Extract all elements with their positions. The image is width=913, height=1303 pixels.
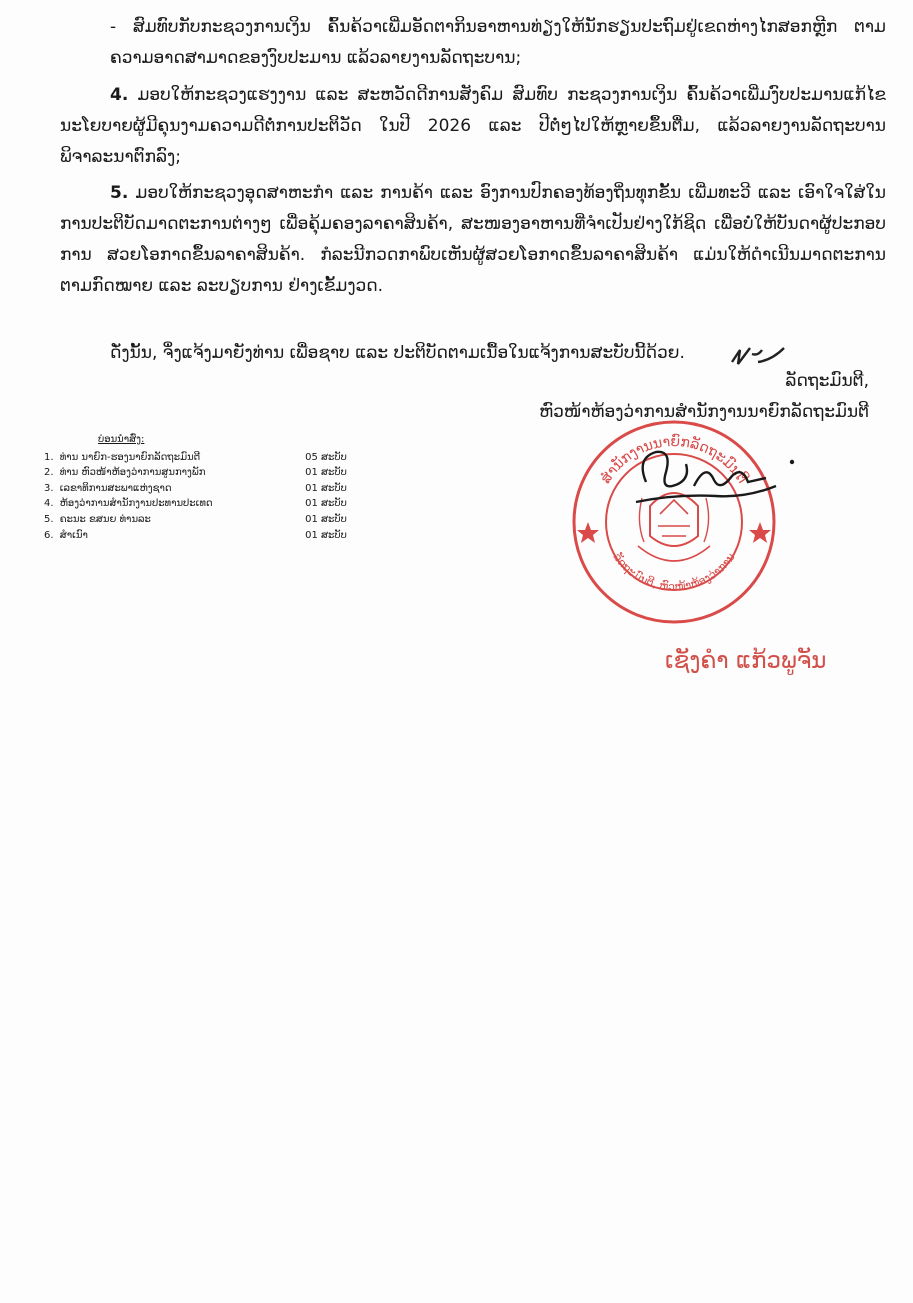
list-item: 5. ຄະນະ ຂສນຍ ທ່ານລະ 01 ສະບັບ xyxy=(44,513,347,525)
distribution-list xyxy=(44,432,364,543)
paragraph-5 xyxy=(60,178,886,302)
paragraph-funding-lunch xyxy=(60,12,886,74)
signatory-name: ເຊັງຄໍາ ແກ້ວພູຈັນ xyxy=(665,648,827,674)
list-item: 6. ສໍາເນົາ 01 ສະບັບ xyxy=(44,529,347,541)
list-item: 1. ທ່ານ ນາຍົກ-ຮອງນາຍົກລັດຖະມົນຕີ 05 ສະບັບ xyxy=(44,451,347,463)
closing-text: ດັ່ງນັ້ນ, ຈຶ່ງແຈ້ງມາຍັງທ່ານ ເພື່ອຊາບ ແລະ ປະຕິບັດຕາມເນື້ອໃນແຈ້ງການສະບັບນີ້ດ້ວຍ. xyxy=(110,343,685,363)
paragraph-4 xyxy=(60,80,886,173)
distribution-heading: ບ່ອນນໍາສົ່ງ: xyxy=(98,434,145,445)
signatory-title-1: ລັດຖະມົນຕີ, xyxy=(785,371,869,391)
paragraph-number: 5. xyxy=(110,183,129,203)
paragraph-number: 4. xyxy=(110,85,129,105)
list-item: 2. ທ່ານ ຫົວໜ້າຫ້ອງວ່າການສູນກາງພັກ 01 ສະບັບ xyxy=(44,467,347,479)
paragraph-text: ມອບໃຫ້ກະຊວງແຮງງານ ແລະ ສະຫວັດດີການສັງຄົມ ສົມທົບ ກະຊວງການເງິນ ຄົ້ນຄ້ວາເພີ່ມງົບປະມານແກ້ໄຂນະໂຍບາຍຜູ້ມີຄຸນງາມຄວາມດີຕໍ່ການປະຕິວັດ ໃນປີ 2026 ແລະ ປີຕໍ່ໆໄປໃຫ້ຫຼາຍຂຶ້ນຕື່ມ, ແລ້ວລາຍງານລັດຖະບານ ພິຈາລະນາຕົກລົງ; xyxy=(60,85,887,167)
signatory-title-2: ຫົວໜ້າຫ້ອງວ່າການສໍານັກງານນາຍົກລັດຖະມົນຕີ xyxy=(539,402,869,422)
seal-top-text: ສໍານັກງານນາຍົກລັດຖະມົນຕີ xyxy=(597,433,751,487)
paragraph-text: - ສົມທົບກັບກະຊວງການເງິນ ຄົ້ນຄ້ວາເພີ່ມອັດຕາກິນອາຫານທ່ຽງໃຫ້ນັກຮຽນປະຖົມຢູ່ເຂດຫ່າງໄກສອກຫຼີກ ຕາມຄວາມອາດສາມາດຂອງງົບປະມານ ແລ້ວລາຍງານລັດຖະບານ; xyxy=(110,17,886,68)
list-item: 4. ຫ້ອງວ່າການສໍານັກງານປະທານປະເທດ 01 ສະບັບ xyxy=(44,498,347,510)
seal-bottom-text: ລັດຖະມົນຕີ, ຫົວໜ້າຫ້ອງວ່າການ xyxy=(610,550,738,594)
list-item: 3. ເລຂາທິການສະພາແຫ່ງຊາດ 01 ສະບັບ xyxy=(44,482,347,494)
svg-text:ລັດຖະມົນຕີ, ຫົວໜ້າຫ້ອງວ່າການ xyxy=(610,551,737,594)
paragraph-text: ມອບໃຫ້ກະຊວງອຸດສາຫະກໍາ ແລະ ການຄ້າ ແລະ ອົງການປົກຄອງທ້ອງຖິ່ນທຸກຂັ້ນ ເພີ່ມທະວີ ແລະ ເອົາໃຈໃສ່ໃນການປະຕິບັດມາດຕະການຕ່າງໆ ເພື່ອຄຸ້ມຄອງລາຄາສິນຄ້າ, ສະໜອງອາຫານທີ່ຈໍາເປັນຢ່າງໃກ້ຊິດ ເພື່ອບໍ່ໃຫ້ບັນດາຜູ້ປະກອບການ ສວຍໂອກາດຂຶ້ນລາຄາສິນຄ້າ. ກໍລະນີກວດກາພົບເຫັນຜູ້ສວຍໂອກາດຂຶ້ນລາຄາສິນຄ້າ ແມ່ນໃຫ້ດໍາເນີນມາດຕະການຕາມກົດໝາຍ ແລະ ລະບຽບການ ຢ່າງເຂັ້ມງວດ. xyxy=(60,183,886,296)
handwritten-signature-icon xyxy=(616,442,806,522)
